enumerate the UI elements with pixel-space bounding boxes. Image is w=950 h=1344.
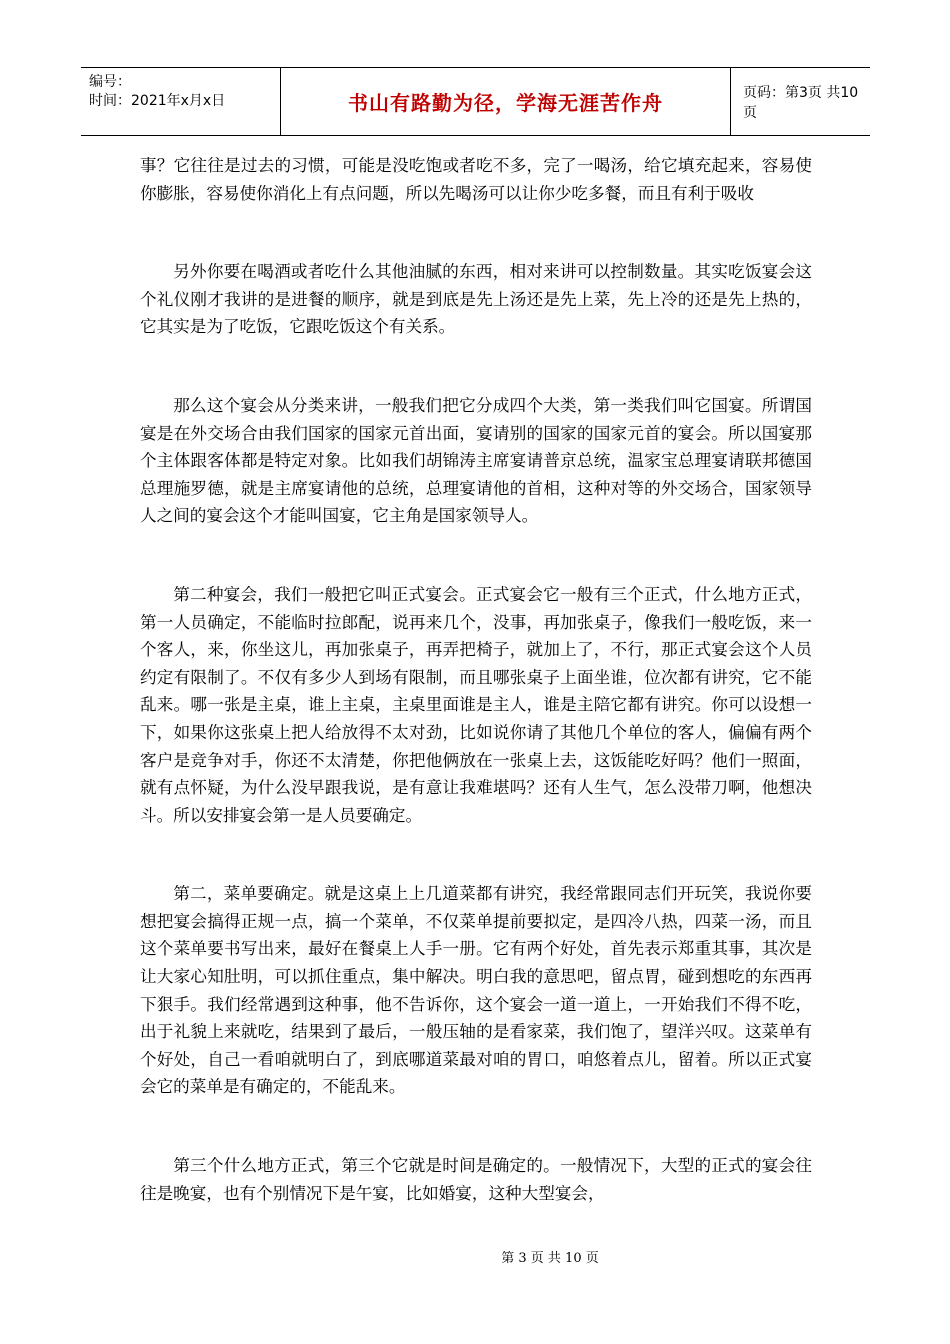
footer-page-number: 第 3 页 共 10 页	[501, 1251, 599, 1266]
header-page-cell	[731, 68, 870, 135]
paragraph: 事？它往往是过去的习惯，可能是没吃饱或者吃不多，完了一喝汤，给它填充起来，容易使你膨胀，容易使你消化上有点问题，所以先喝汤可以让你少吃多餐，而且有利于吸收	[140, 156, 812, 203]
page-header	[81, 67, 870, 136]
document-body	[140, 152, 812, 1207]
paragraph: 第二种宴会，我们一般把它叫正式宴会。正式宴会它一般有三个正式，什么地方正式，第一人员确定，不能临时拉郎配，说再来几个，没事，再加张桌子，像我们一般吃饭，来一个客人，来，你坐这儿，再加张桌子，再弄把椅子，就加上了，不行，那正式宴会这个人员约定有限制了。不仅有多少人到场有限制，而且哪张桌子上面坐谁，位次都有讲究，它不能乱来。哪一张是主桌，谁上主桌，主桌里面谁是主人，谁是主陪它都有讲究。你可以设想一下，如果你这张桌上把人给放得不太对劲，比如说你请了其他几个单位的客人，偏偏有两个客户是竞争对手，你还不太清楚，你把他俩放在一张桌上去，这饭能吃好吗？他们一照面，就有点怀疑，为什么没早跟我说，是有意让我难堪吗？还有人生气，怎么没带刀啊，他想决斗。所以安排宴会第一是人员要确定。	[140, 584, 812, 825]
document-date-label: 时间：2021年x月x日	[89, 93, 226, 109]
paragraph: 那么这个宴会从分类来讲，一般我们把它分成四个大类，第一类我们叫它国宴。所谓国宴是在外交场合由我们国家的国家元首出面，宴请别的国家的国家元首的宴会。所以国宴那个主体跟客体都是特定对象。比如我们胡锦涛主席宴请普京总统，温家宝总理宴请联邦德国总理施罗德，就是主席宴请他的总统，总理宴请他的首相，这种对等的外交场合，国家领导人之间的宴会这个才能叫国宴，它主角是国家领导人。	[140, 395, 812, 526]
paragraph: 第三个什么地方正式，第三个它就是时间是确定的。一般情况下，大型的正式的宴会往往是晚宴，也有个别情况下是午宴，比如婚宴，这种大型宴会，	[140, 1156, 812, 1203]
page-footer	[0, 1247, 950, 1266]
header-motto: 书山有路勤为径，学海无涯苦作舟	[348, 91, 663, 115]
header-motto-cell	[281, 68, 731, 135]
header-page-info: 页码：第3页 共10页	[743, 84, 859, 121]
document-number-label: 编号：	[89, 74, 131, 90]
paragraph: 另外你要在喝酒或者吃什么其他油腻的东西，相对来讲可以控制数量。其实吃饭宴会这个礼仪刚才我讲的是进餐的顺序，就是到底是先上汤还是先上菜，先上冷的还是先上热的，它其实是为了吃饭，它跟吃饭这个有关系。	[140, 262, 812, 337]
paragraph: 第二，菜单要确定。就是这桌上上几道菜都有讲究，我经常跟同志们开玩笑，我说你要想把宴会搞得正规一点，搞一个菜单，不仅菜单提前要拟定，是四冷八热，四菜一汤，而且这个菜单要书写出来，最好在餐桌上人手一册。它有两个好处，首先表示郑重其事，其次是让大家心知肚明，可以抓住重点，集中解决。明白我的意思吧，留点胃，碰到想吃的东西再下狠手。我们经常遇到这种事，他不告诉你，这个宴会一道一道上，一开始我们不得不吃，出于礼貌上来就吃，结果到了最后，一般压轴的是看家菜，我们饱了，望洋兴叹。这菜单有个好处，自己一看咱就明白了，到底哪道菜最对咱的胃口，咱悠着点儿，留着。所以正式宴会它的菜单是有确定的，不能乱来。	[140, 884, 812, 1097]
header-meta-cell	[81, 68, 281, 135]
